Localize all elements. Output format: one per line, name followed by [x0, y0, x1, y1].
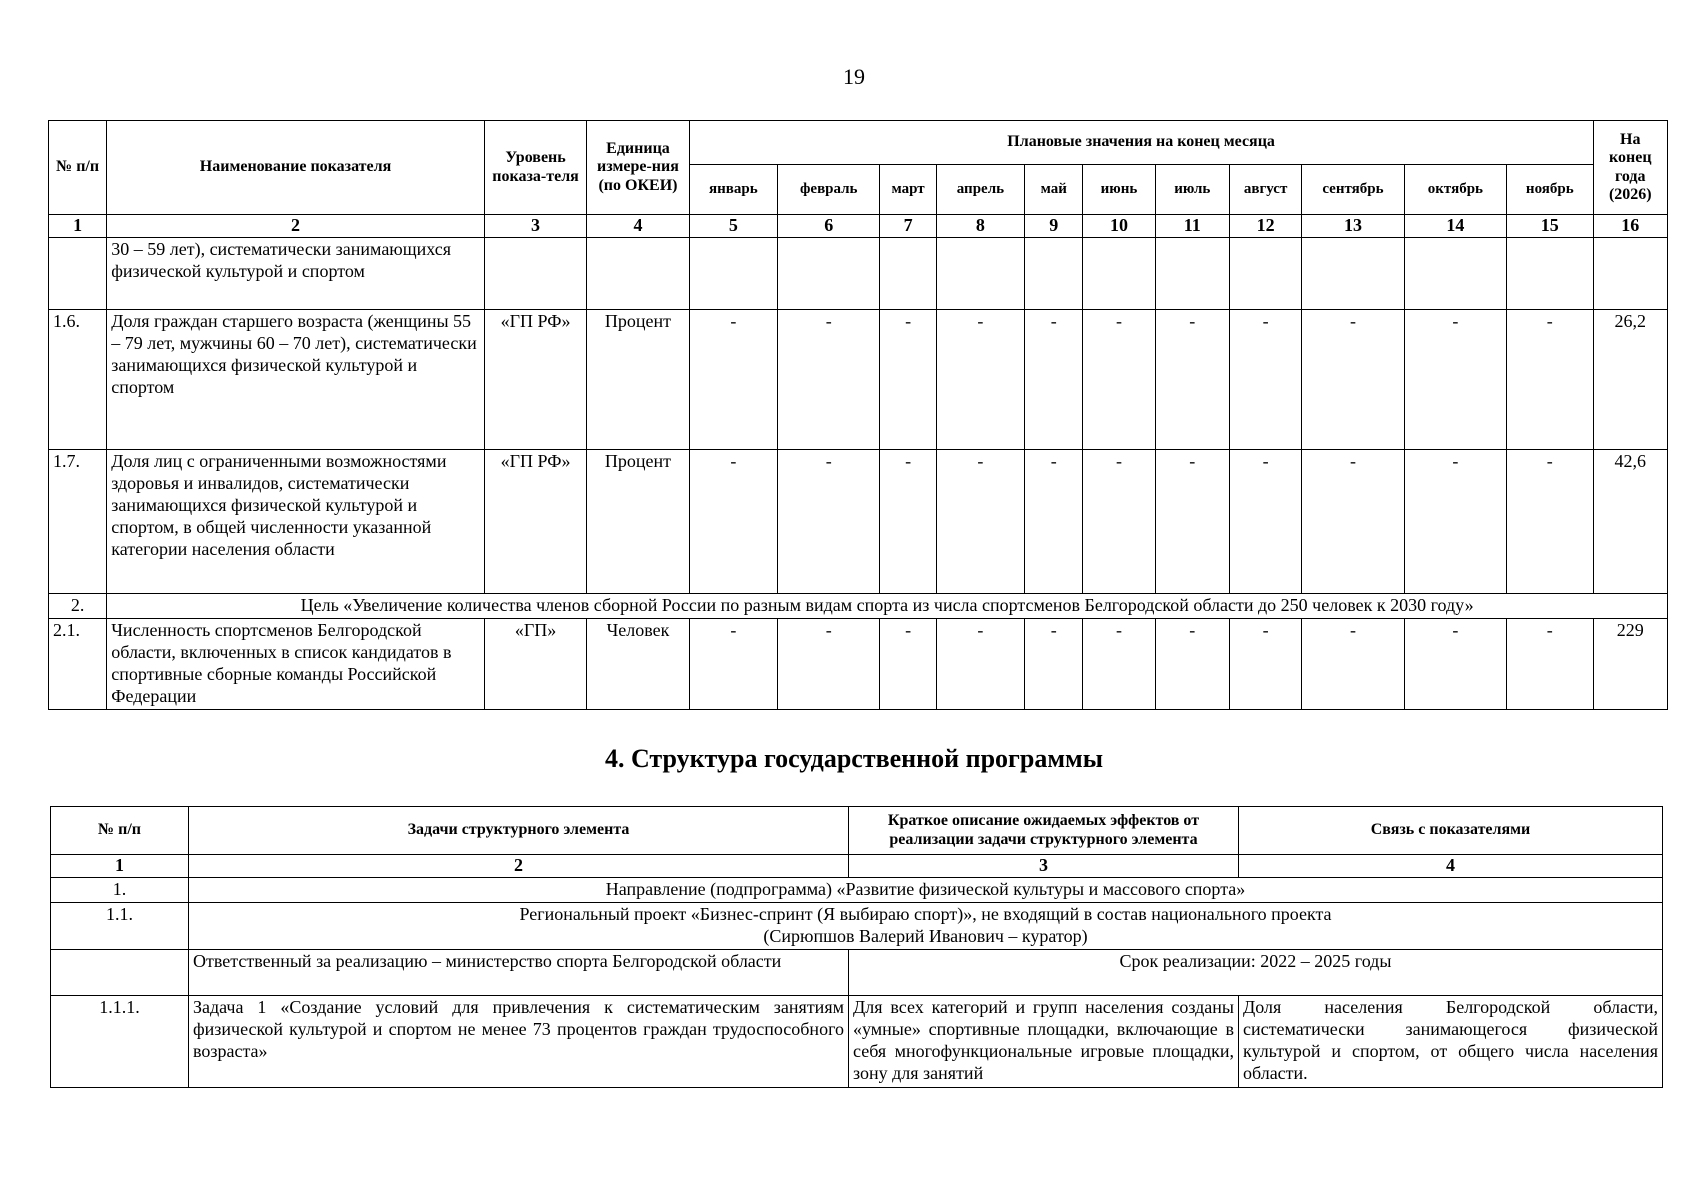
month-value: - — [880, 309, 936, 449]
header-month: май — [1025, 165, 1083, 215]
col-number: 3 — [849, 855, 1239, 878]
page-number: 19 — [843, 64, 865, 89]
col-number: 1 — [51, 855, 189, 878]
col-number: 10 — [1083, 215, 1155, 238]
col-number: 13 — [1302, 215, 1404, 238]
row-num: 1.7. — [49, 449, 107, 593]
col-number: 12 — [1229, 215, 1301, 238]
header-effects: Краткое описание ожидаемых эффектов от реализации задачи структурного элемента — [849, 807, 1239, 855]
month-value: - — [1083, 618, 1155, 709]
responsible-text: Ответственный за реализацию – министерство спорта Белгородской области — [189, 949, 849, 995]
month-value: - — [936, 449, 1024, 593]
table-row — [49, 309, 1668, 449]
indicator-unit: Человек — [587, 618, 689, 709]
row-num: 1.6. — [49, 309, 107, 449]
col-number: 4 — [587, 215, 689, 238]
col-number: 14 — [1404, 215, 1506, 238]
header-level: Уровень показа-теля — [484, 121, 586, 215]
row-num: 2. — [49, 593, 107, 618]
header-month: март — [880, 165, 936, 215]
header-num: № п/п — [49, 121, 107, 215]
month-value: - — [1025, 449, 1083, 593]
task-link: Доля населения Белгородской области, систематически занимающегося физической культурой и спортом, от общего числа населения области. — [1239, 995, 1663, 1087]
col-number: 7 — [880, 215, 936, 238]
header-name: Наименование показателя — [107, 121, 485, 215]
indicator-name: 30 – 59 лет), систематически занимающихся физической культурой и спортом — [107, 237, 485, 309]
column-numbers-row — [49, 215, 1668, 238]
term-text: Срок реализации: 2022 – 2025 годы — [849, 949, 1663, 995]
section-title: 4. Структура государственной программы — [604, 744, 1104, 773]
month-value: - — [1507, 449, 1593, 593]
direction-text: Направление (подпрограмма) «Развитие физической культуры и массового спорта» — [189, 877, 1663, 902]
header-month: февраль — [778, 165, 880, 215]
project-row — [51, 902, 1663, 949]
project-title: Региональный проект «Бизнес-спринт (Я выбираю спорт)», не входящий в состав национального проекта — [519, 903, 1332, 924]
month-value: - — [1302, 309, 1404, 449]
row-num: 1.1.1. — [51, 995, 189, 1087]
goal-text: Цель «Увеличение количества членов сборной России по разным видам спорта из числа спортсменов Белгородской области до 250 человек к 2030 году» — [107, 593, 1668, 618]
col-number: 16 — [1593, 215, 1667, 238]
header-month: октябрь — [1404, 165, 1506, 215]
col-number: 9 — [1025, 215, 1083, 238]
indicator-unit: Процент — [587, 309, 689, 449]
month-value: - — [689, 449, 777, 593]
month-value: - — [1155, 449, 1229, 593]
header-link: Связь с показателями — [1239, 807, 1663, 855]
month-value: - — [1404, 618, 1506, 709]
task-text: Задача 1 «Создание условий для привлечения к систематическим занятиям физической культурой и спортом не менее 73 процентов граждан трудоспособного возраста» — [189, 995, 849, 1087]
project-text — [189, 902, 1663, 949]
month-value: - — [1507, 618, 1593, 709]
program-structure-table — [50, 806, 1663, 1088]
header-month: январь — [689, 165, 777, 215]
table-row — [49, 618, 1668, 709]
month-value: - — [1155, 309, 1229, 449]
month-value: - — [1404, 309, 1506, 449]
month-value: - — [936, 309, 1024, 449]
header-month: ноябрь — [1507, 165, 1593, 215]
goal-row — [49, 593, 1668, 618]
responsible-row — [51, 949, 1663, 995]
indicators-table — [48, 120, 1668, 710]
month-value: - — [1083, 309, 1155, 449]
table-row — [49, 449, 1668, 593]
month-value: - — [1229, 618, 1301, 709]
col-number: 2 — [107, 215, 485, 238]
indicator-name: Доля лиц с ограниченными возможностями здоровья и инвалидов, систематически занимающихся физической культурой и спортом, в общей численности указанной категории населения области — [107, 449, 485, 593]
month-value: - — [1155, 618, 1229, 709]
month-value: - — [689, 309, 777, 449]
direction-row — [51, 877, 1663, 902]
month-value: - — [1229, 309, 1301, 449]
col-number: 6 — [778, 215, 880, 238]
indicator-name: Численность спортсменов Белгородской области, включенных в список кандидатов в спортивные сборные команды Российской Федерации — [107, 618, 485, 709]
header-planned: Плановые значения на конец месяца — [689, 121, 1593, 165]
row-num: 2.1. — [49, 618, 107, 709]
col-number: 3 — [484, 215, 586, 238]
col-number: 15 — [1507, 215, 1593, 238]
month-value: - — [936, 618, 1024, 709]
month-value: - — [1507, 309, 1593, 449]
month-value: - — [1404, 449, 1506, 593]
col-number: 8 — [936, 215, 1024, 238]
indicator-level: «ГП» — [484, 618, 586, 709]
month-value: - — [1083, 449, 1155, 593]
month-value: - — [1025, 309, 1083, 449]
header-end: На конец года (2026) — [1593, 121, 1667, 215]
header-month: апрель — [936, 165, 1024, 215]
col-number: 2 — [189, 855, 849, 878]
month-value: - — [1229, 449, 1301, 593]
header-unit: Единица измере-ния (по ОКЕИ) — [587, 121, 689, 215]
row-num: 1.1. — [51, 902, 189, 949]
month-value: - — [1302, 618, 1404, 709]
month-value: - — [880, 449, 936, 593]
header-month: июнь — [1083, 165, 1155, 215]
header-num: № п/п — [51, 807, 189, 855]
task-effect: Для всех категорий и групп населения созданы «умные» спортивные площадки, включающие в себя многофункциональные игровые площадки, зону для занятий — [849, 995, 1239, 1087]
indicator-level: «ГП РФ» — [484, 309, 586, 449]
table-row — [49, 237, 1668, 309]
month-value: - — [778, 618, 880, 709]
end-year-value: 26,2 — [1593, 309, 1667, 449]
end-year-value: 229 — [1593, 618, 1667, 709]
col-number: 5 — [689, 215, 777, 238]
indicator-level: «ГП РФ» — [484, 449, 586, 593]
col-number: 1 — [49, 215, 107, 238]
header-month: июль — [1155, 165, 1229, 215]
row-num: 1. — [51, 877, 189, 902]
month-value: - — [689, 618, 777, 709]
header-tasks: Задачи структурного элемента — [189, 807, 849, 855]
month-value: - — [1025, 618, 1083, 709]
project-curator: (Сирюпшов Валерий Иванович – куратор) — [763, 925, 1088, 946]
column-numbers-row — [51, 855, 1663, 878]
header-month: сентябрь — [1302, 165, 1404, 215]
col-number: 11 — [1155, 215, 1229, 238]
month-value: - — [778, 449, 880, 593]
month-value: - — [1302, 449, 1404, 593]
task-row — [51, 995, 1663, 1087]
indicator-name: Доля граждан старшего возраста (женщины 55 – 79 лет, мужчины 60 – 70 лет), систематически занимающихся физической культурой и спортом — [107, 309, 485, 449]
col-number: 4 — [1239, 855, 1663, 878]
end-year-value: 42,6 — [1593, 449, 1667, 593]
month-value: - — [880, 618, 936, 709]
header-month: август — [1229, 165, 1301, 215]
month-value: - — [778, 309, 880, 449]
indicator-unit: Процент — [587, 449, 689, 593]
